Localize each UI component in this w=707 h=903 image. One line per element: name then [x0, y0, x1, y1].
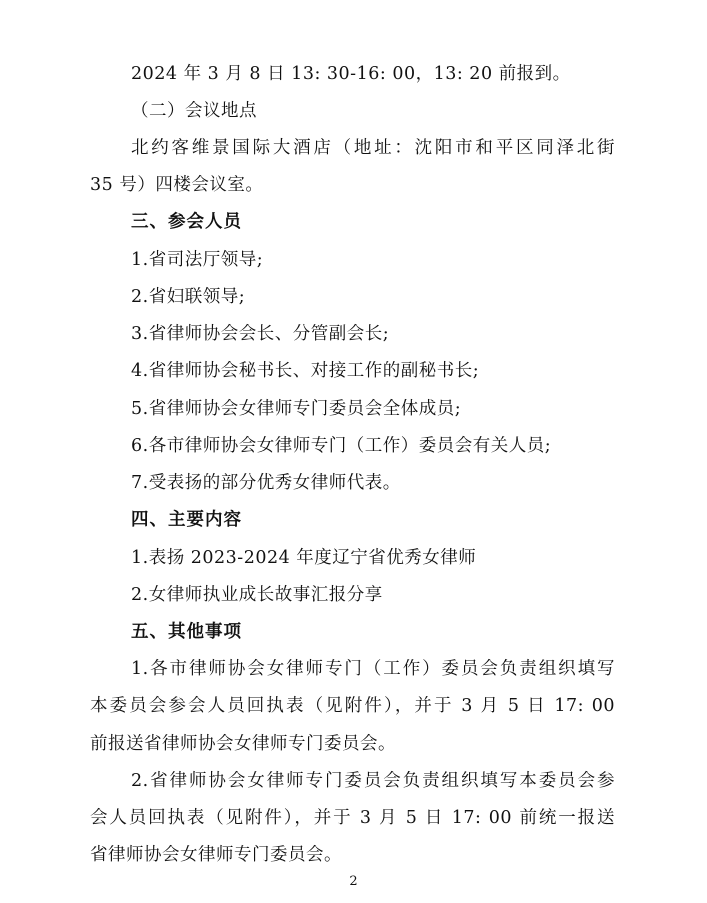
matter-2-line-1: 2.省律师协会女律师专门委员会负责组织填写本委员会参	[131, 771, 615, 791]
matter-1-line-2: 本委员会参会人员回执表（见附件），并于 3 月 5 日 17: 00	[90, 696, 615, 716]
attendee-item-1: 1.省司法厅领导;	[131, 250, 264, 270]
section-meeting-location: （二）会议地点	[131, 101, 257, 121]
location-line-1: 北约客维景国际大酒店（地址：沈阳市和平区同泽北街	[131, 138, 615, 158]
attendee-item-4: 4.省律师协会秘书长、对接工作的副秘书长;	[131, 361, 480, 381]
matter-1-line-3: 前报送省律师协会女律师专门委员会。	[90, 734, 396, 754]
content-item-2: 2.女律师执业成长故事汇报分享	[131, 585, 383, 605]
heading-other-matters: 五、其他事项	[131, 622, 242, 642]
attendee-item-6: 6.各市律师协会女律师专门（工作）委员会有关人员;	[131, 436, 552, 456]
attendee-item-7: 7.受表扬的部分优秀女律师代表。	[131, 473, 401, 493]
matter-2-line-3: 省律师协会女律师专门委员会。	[90, 845, 342, 865]
attendee-item-5: 5.省律师协会女律师专门委员会全体成员;	[131, 399, 462, 419]
page-number: 2	[349, 874, 358, 889]
matter-2-line-2: 会人员回执表（见附件），并于 3 月 5 日 17: 00 前统一报送	[90, 808, 615, 828]
attendee-item-2: 2.省妇联领导;	[131, 287, 246, 307]
content-item-1: 1.表扬 2023-2024 年度辽宁省优秀女律师	[131, 548, 477, 568]
heading-main-content: 四、主要内容	[131, 510, 242, 530]
attendee-item-3: 3.省律师协会会长、分管副会长;	[131, 324, 390, 344]
heading-attendees: 三、参会人员	[131, 212, 242, 232]
matter-1-line-1: 1.各市律师协会女律师专门（工作）委员会负责组织填写	[131, 659, 615, 679]
meeting-time-line: 2024 年 3 月 8 日 13: 30-16: 00，13: 20 前报到。	[131, 64, 571, 84]
location-line-2: 35 号）四楼会议室。	[90, 175, 264, 195]
